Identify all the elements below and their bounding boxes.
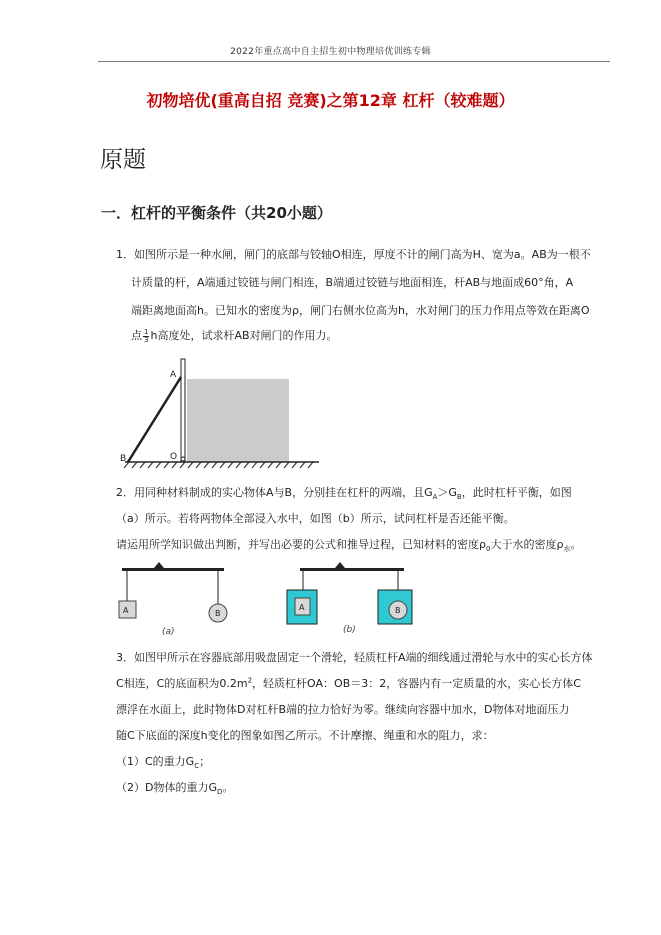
lever-bar-a bbox=[122, 568, 224, 571]
caption-b: (b) bbox=[343, 625, 356, 635]
lever-bar-b bbox=[300, 568, 404, 571]
svg-text:B: B bbox=[395, 606, 401, 615]
q3-line-3: 漂浮在水面上，此时物体D对杠杆B端的拉力恰好为零。继续向容器中加水，D物体对地面压力 bbox=[116, 703, 570, 716]
fraction-one-third: $\frac{1}{3}$ bbox=[144, 327, 149, 344]
q1-line-3: 端距离地面高h。已知水的密度为ρ，闸门右侧水位高为h，水对闸门的压力作用点等效在距离O bbox=[131, 304, 590, 317]
fulcrum-b bbox=[335, 562, 345, 568]
q2-line-3: 请运用所学知识做出判断，并写出必要的公式和推导过程，已知材料的密度$\rho_0$大于水的密度$\rho_水$。 bbox=[116, 538, 582, 554]
svg-text:A: A bbox=[123, 606, 129, 615]
page-header: 2022年重点高中自主招生初中物理培优训练专辑 bbox=[230, 47, 431, 57]
fulcrum-a bbox=[154, 562, 164, 568]
figure-water-gate bbox=[115, 355, 325, 470]
label-b: B bbox=[120, 454, 127, 464]
section-heading: 原题 bbox=[100, 147, 146, 173]
water-body bbox=[187, 379, 289, 462]
label-o: O bbox=[170, 452, 178, 462]
gate bbox=[181, 359, 185, 462]
q2-line-2: （a）所示。若将两物体全部浸入水中，如图（b）所示，试问杠杆是否还能平衡。 bbox=[116, 512, 515, 525]
q3-line-1: 3．如图甲所示在容器底部用吸盘固定一个滑轮，轻质杠杆A端的细线通过滑轮与水中的实心长方体 bbox=[116, 651, 593, 664]
q3-sub-question-2: （2）D物体的重力$G_D$。 bbox=[116, 781, 234, 797]
q3-sub-question-1: （1）C的重力$G_C$； bbox=[116, 755, 211, 771]
rod-ab bbox=[128, 377, 181, 462]
q3-line-4: 随C下底面的深度h变化的图象如图乙所示。不计摩擦、绳重和水的阻力，求： bbox=[116, 729, 494, 742]
q1-line-4 bbox=[131, 327, 338, 344]
q3-line-2: C相连，C的底面积为$0.2m^2$，轻质杠杆OA：OB＝3：2，容器内有一定质量的水，实心长方体C bbox=[116, 676, 581, 690]
figure-levers bbox=[110, 558, 420, 640]
svg-text:A: A bbox=[299, 603, 305, 612]
q1-line-1: 1．如图所示是一种水闸，闸门的底部与铰轴O相连，厚度不计的闸门高为H、宽为a。AB为一根不 bbox=[116, 248, 591, 261]
q1-line-2: 计质量的杆，A端通过铰链与闸门相连，B端通过铰链与地面相连，杆AB与地面成60°角，A bbox=[131, 276, 574, 289]
ground-hatching bbox=[124, 462, 313, 468]
header-divider bbox=[98, 61, 610, 62]
caption-a: (a) bbox=[162, 627, 175, 637]
q1-line4-post: h高度处，试求杆AB对闸门的作用力。 bbox=[150, 329, 338, 342]
chapter-title: 初物培优(重高自招 竞赛)之第12章 杠杆（较难题） bbox=[146, 91, 515, 110]
hinge-o bbox=[181, 457, 185, 461]
subsection-heading: 一．杠杆的平衡条件（共20小题） bbox=[101, 204, 332, 222]
q2-line-1: 2．用同种材料制成的实心物体A与B，分别挂在杠杆的两端，且$G_A>G_B$，此时杠杆平衡，如图 bbox=[116, 486, 572, 502]
label-a: A bbox=[170, 370, 177, 380]
q1-line4-pre: 点 bbox=[131, 329, 142, 342]
svg-text:B: B bbox=[215, 609, 221, 618]
